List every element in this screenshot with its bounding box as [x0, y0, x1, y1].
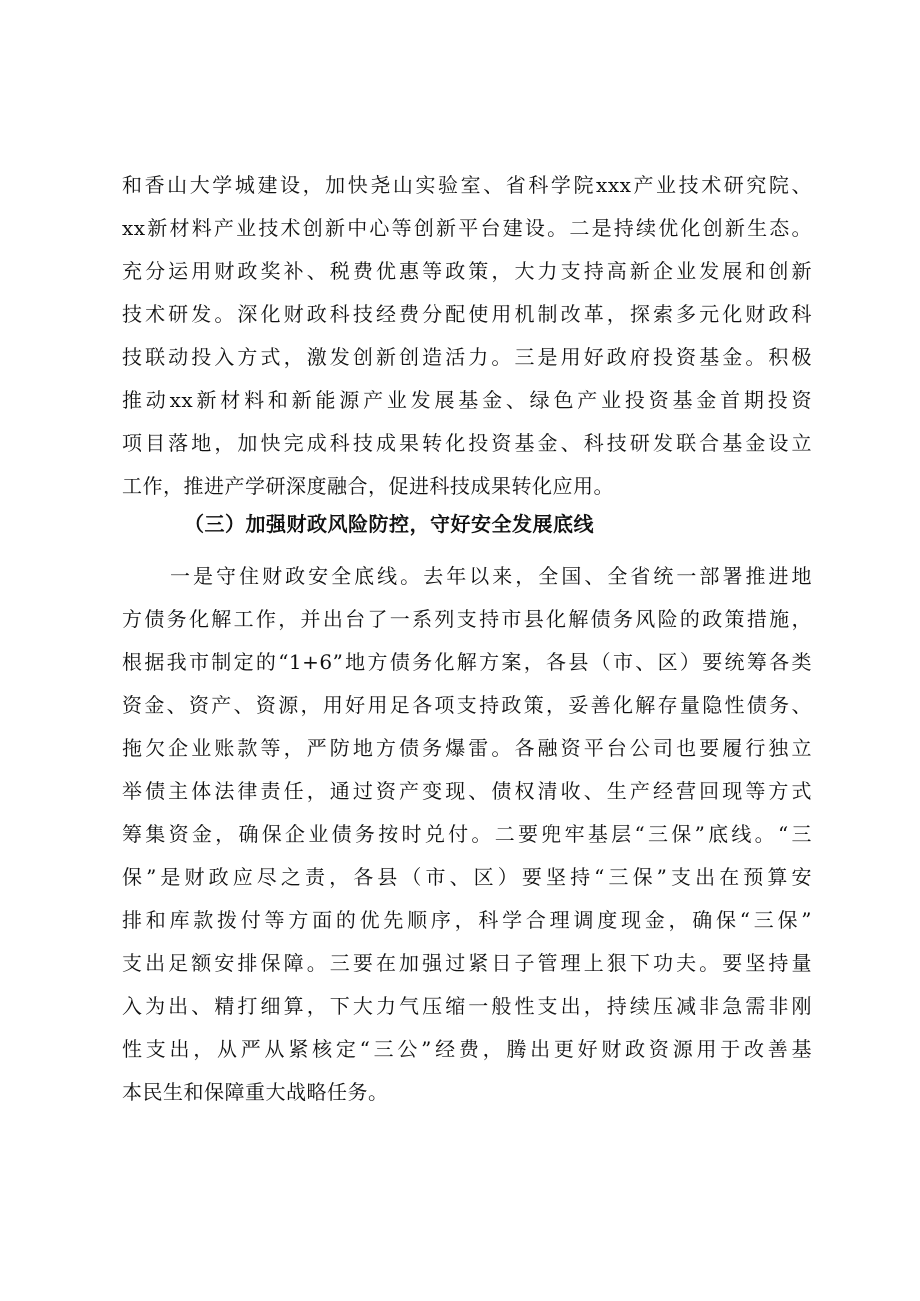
paragraph-line: 一是守住财政安全底线。去年以来，全国、全省统一部署推进地 — [170, 564, 812, 588]
paragraph-line: 入为出、精打细算，下大力气压缩一般性支出，持续压减非急需非刚 — [122, 994, 812, 1018]
paragraph-line: 排和库款拨付等方面的优先顺序，科学合理调度现金，确保“三保” — [122, 908, 812, 932]
paragraph-line: 技联动投入方式，激发创新创造活力。三是用好政府投资基金。积极 — [122, 345, 812, 369]
section-heading: （三）加强财政风险防控，守好安全发展底线 — [184, 512, 594, 536]
paragraph-line: 支出足额安排保障。三要在加强过紧日子管理上狠下功夫。要坚持量 — [122, 951, 812, 975]
paragraph-line: 举债主体法律责任，通过资产变现、债权清收、生产经营回现等方式 — [122, 779, 812, 803]
paragraph-line: 本民生和保障重大战略任务。 — [122, 1080, 389, 1104]
paragraph-line: 保”是财政应尽之责，各县（市、区）要坚持“三保”支出在预算安 — [122, 865, 812, 889]
paragraph-line: 推动xx新材料和新能源产业发展基金、绿色产业投资基金首期投资 — [122, 388, 812, 412]
paragraph-line: 方债务化解工作，并出台了一系列支持市县化解债务风险的政策措施， — [122, 607, 812, 631]
paragraph-line: 性支出，从严从紧核定“三公”经费，腾出更好财政资源用于改善基 — [122, 1037, 812, 1061]
paragraph-line: 充分运用财政奖补、税费优惠等政策，大力支持高新企业发展和创新 — [122, 259, 812, 283]
paragraph-line: 筹集资金，确保企业债务按时兑付。二要兜牢基层“三保”底线。“三 — [122, 822, 812, 846]
paragraph-line: 工作，推进产学研深度融合，促进科技成果转化应用。 — [122, 474, 614, 498]
paragraph-line: 技术研发。深化财政科技经费分配使用机制改革，探索多元化财政科 — [122, 302, 812, 326]
paragraph-line: 项目落地，加快完成科技成果转化投资基金、科技研发联合基金设立 — [122, 431, 812, 455]
paragraph-line: 拖欠企业账款等，严防地方债务爆雷。各融资平台公司也要履行独立 — [122, 736, 812, 760]
paragraph-line: xx新材料产业技术创新中心等创新平台建设。二是持续优化创新生态。 — [122, 216, 812, 240]
paragraph-line: 资金、资产、资源，用好用足各项支持政策，妥善化解存量隐性债务、 — [122, 693, 812, 717]
paragraph-line: 根据我市制定的“1+6”地方债务化解方案，各县（市、区）要统筹各类 — [122, 650, 812, 674]
paragraph-line: 和香山大学城建设，加快尧山实验室、省科学院xxx产业技术研究院、 — [122, 173, 812, 197]
